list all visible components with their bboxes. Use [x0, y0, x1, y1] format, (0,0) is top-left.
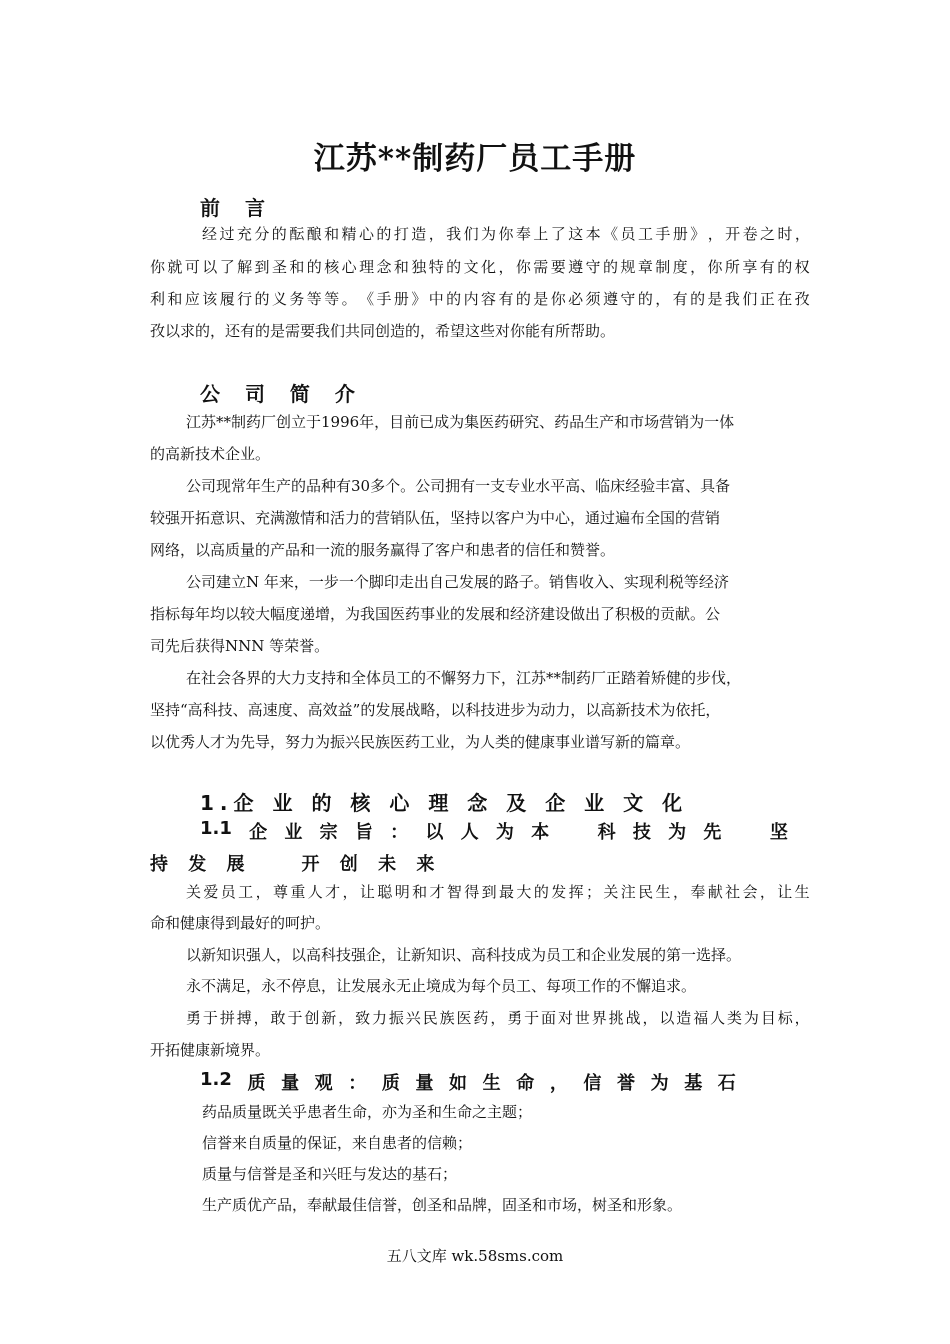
quality-token: ，: [549, 1073, 568, 1094]
quality-token: 命: [516, 1073, 535, 1094]
quality-token: 1.2: [200, 1069, 232, 1090]
quality-token: 如: [449, 1073, 468, 1094]
profile-line-1: 江苏**制药厂创立于1996年，目前已成为集医药研究、药品生产和市场营销为一体: [186, 413, 735, 431]
mission-token: 旨: [354, 822, 373, 843]
mission-token: 科: [597, 822, 616, 843]
profile-line-7: 指标每年均以较大幅度递增，为我国医药事业的发展和经济建设做出了积极的贡献。公: [150, 605, 721, 623]
mission-token: 为: [495, 822, 514, 843]
mission-token: 先: [703, 822, 722, 843]
mission-token: 为: [668, 822, 687, 843]
quality-token: 生: [482, 1073, 501, 1094]
quality-token: 基: [684, 1073, 703, 1094]
mission-token: 技: [632, 822, 651, 843]
mission-line-2: 命和健康得到最好的呵护。: [150, 914, 331, 932]
mission-token: 坚: [769, 822, 788, 843]
profile-heading: 公 司 简 介: [200, 382, 364, 406]
mission-token: 以: [425, 822, 444, 843]
mission-token: 宗: [319, 822, 338, 843]
profile-line-9: 在社会各界的大力支持和全体员工的不懈努力下，江苏**制药厂正踏着矫健的步伐，: [186, 669, 742, 687]
quality-token: 量: [281, 1073, 300, 1094]
mission-line-3: 以新知识强人，以高科技强企，让新知识、高科技成为员工和企业发展的第一选择。: [186, 946, 742, 964]
mission-line-4: 永不满足，永不停息，让发展永无止境成为每个员工、每项工作的不懈追求。: [186, 977, 697, 995]
quality-token: 质: [381, 1073, 400, 1094]
mission-heading-cont: 持 发 展 开 创 未 来: [150, 854, 442, 875]
mission-line-1: 关 爱 员 工 ， 尊 重 人 才 ， 让 聪 明 和 才 智 得 到 最 大 的 发 挥 ； 关 注 民 生 ， 奉 献 社 会 ， 让 生: [186, 883, 810, 901]
profile-line-4: 较强开拓意识、充满激情和活力的营销队伍，坚持以客户为中心，通过遍布全国的营销: [150, 509, 721, 527]
profile-line-6: 公司建立N 年来，一步一个脚印走出自己发展的路子。销售收入、实现利税等经济: [186, 573, 729, 591]
mission-token: 人: [460, 822, 479, 843]
quality-token: 观: [314, 1073, 333, 1094]
quality-token: 质: [247, 1073, 266, 1094]
quality-token: 誉: [617, 1073, 636, 1094]
mission-line-5: 勇 于 拼 搏 ， 敢 于 创 新 ， 致 力 振 兴 民 族 医 药 ， 勇 于 面 对 世 界 挑 战 ， 以 造 福 人 类 为 目 标 ，: [186, 1009, 810, 1027]
quality-token: 信: [583, 1073, 602, 1094]
preface-line-3: 利 和 应 该 履 行 的 义 务 等 等 。 《 手 册 》 中 的 内 容 有 的 是 你 必 须 遵 守 的 ， 有 的 是 我 们 正 在 孜: [150, 290, 810, 308]
quality-line-3: 质量与信誉是圣和兴旺与发达的基石；: [202, 1165, 458, 1183]
mission-token: 业: [284, 822, 303, 843]
quality-token: 石: [717, 1073, 736, 1094]
mission-token: 1.1: [200, 818, 232, 839]
preface-heading: 前 言: [200, 196, 274, 220]
mission-token: ：: [390, 822, 409, 843]
preface-line-1: 经 过 充 分 的 酝 酿 和 精 心 的 打 造 ， 我 们 为 你 奉 上 了 这 本 《 员 工 手 册 》 ， 开 卷 之 时 ，: [202, 225, 810, 243]
footer-watermark: 五八文库 wk.58sms.com: [386, 1247, 564, 1265]
quality-line-2: 信誉来自质量的保证，来自患者的信赖；: [202, 1134, 473, 1152]
mission-gap: [739, 818, 753, 844]
mission-heading: [200, 818, 788, 844]
profile-line-8: 司先后获得NNN 等荣誉。: [150, 637, 330, 655]
document-title: 江苏**制药厂员工手册: [313, 141, 637, 177]
profile-line-5: 网络，以高质量的产品和一流的服务赢得了客户和患者的信任和赞誉。: [150, 541, 616, 559]
mission-gap: [566, 818, 580, 844]
mission-line-6: 开拓健康新境界。: [150, 1041, 271, 1059]
preface-line-4: 孜以求的，还有的是需要我们共同创造的，希望这些对你能有所帮助。: [150, 322, 616, 340]
quality-line-1: 药品质量既关乎患者生命，亦为圣和生命之主题；: [202, 1103, 533, 1121]
culture-heading: 1.企 业 的 核 心 理 念 及 企 业 文 化: [200, 791, 689, 815]
mission-token: 本: [531, 822, 550, 843]
profile-line-10: 坚持“高科技、高速度、高效益”的发展战略，以科技进步为动力，以高新技术为依托，: [150, 701, 721, 719]
profile-line-3: 公司现常年生产的品种有30多个。公司拥有一支专业水平高、临床经验丰富、具备: [186, 477, 731, 495]
preface-line-2: 你 就 可 以 了 解 到 圣 和 的 核 心 理 念 和 独 特 的 文 化 ， 你 需 要 遵 守 的 规 章 制 度 ， 你 所 享 有 的 权: [150, 258, 810, 276]
mission-token: 企: [249, 822, 268, 843]
quality-token: 量: [415, 1073, 434, 1094]
profile-line-11: 以优秀人才为先导，努力为振兴民族医药工业，为人类的健康事业谱写新的篇章。: [150, 733, 691, 751]
quality-token: 为: [650, 1073, 669, 1094]
quality-token: ：: [348, 1073, 367, 1094]
quality-heading: [200, 1069, 736, 1095]
profile-line-2: 的高新技术企业。: [150, 445, 271, 463]
quality-line-4: 生产质优产品，奉献最佳信誉，创圣和品牌，固圣和市场，树圣和形象。: [202, 1196, 683, 1214]
